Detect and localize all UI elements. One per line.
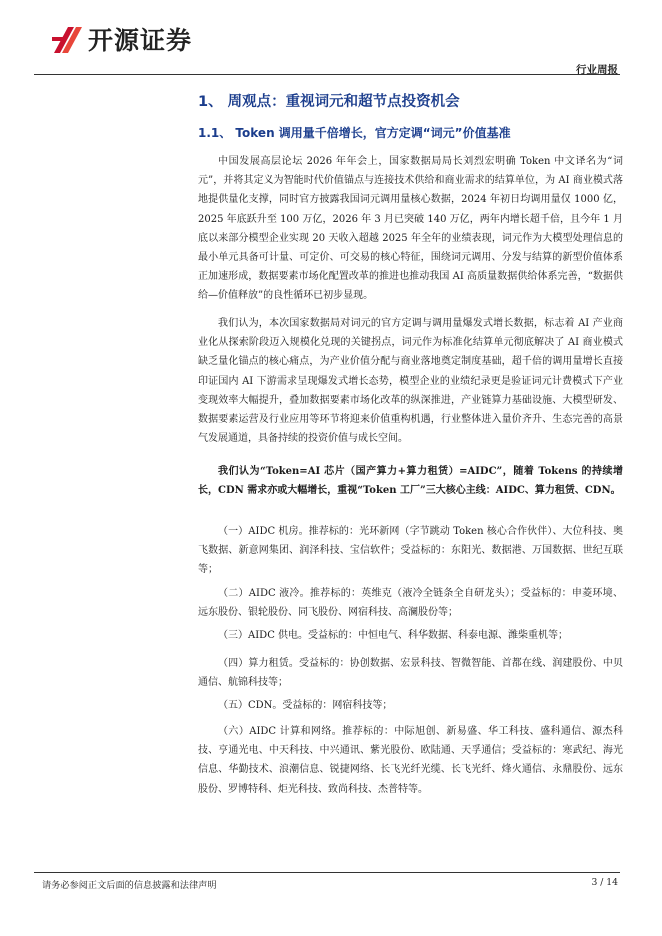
header-divider bbox=[34, 74, 620, 75]
list-item: （二）AIDC 液冷。推荐标的：英维克（液冷全链条全自研龙头）；受益标的：申菱环境、远东股份、银轮股份、同飞股份、网宿科技、高澜股份等； bbox=[198, 588, 623, 619]
brand-logo bbox=[52, 22, 192, 56]
brand-logo-icon bbox=[52, 23, 82, 55]
list-item: （三）AIDC 供电。受益标的：中恒电气、科华数据、科泰电源、潍柴重机等； bbox=[218, 630, 569, 641]
paragraph: 我们认为，本次国家数据局对词元的官方定调与调用量爆发式增长数据，标志着 AI 产业商业化从探索阶段迈入规模化兑现的关键拐点，词元作为标准化结算单元彻底解决了 AI 商业模式缺乏量化锚点的核心痛点，为产业价值分配与商业落地奠定制度基础，超千倍的调用量增长直接印证国内 AI 下游需求呈现爆发式增长态势，模型企业的业绩纪录更是验证词元计费模式下产业变现效率大幅提升，叠加数据要素市场化改革的纵深推进，产业链算力基础设施、大模型研发、数据要素运营及行业应用等环节将迎来价值重构机遇，行业整体进入量价齐升、生态完善的高景气发展通道，具备持续的投资价值与成长空间。 bbox=[198, 318, 623, 445]
key-view-paragraph: 我们认为“Token=AI 芯片（国产算力+算力租赁）=AIDC”，随着 Tokens 的持续增长，CDN 需求亦或大幅增长，重视“Token 工厂”三大核心主线：AIDC、算力租赁、CDN。 bbox=[198, 466, 623, 497]
list-item: （六）AIDC 计算和网络。推荐标的：中际旭创、新易盛、华工科技、盛科通信、源杰科技、亨通光电、中天科技、中兴通讯、紫光股份、欧陆通、天孚通信；受益标的：寒武纪、海光信息、华勤技术、浪潮信息、锐捷网络、长飞光纤光缆、长飞光纤、烽火通信、永鼎股份、远东股份、罗博特科、炬光科技、致尚科技、杰普特等。 bbox=[198, 726, 623, 795]
document-type-label: 行业周报 bbox=[576, 64, 618, 76]
footer-divider bbox=[34, 872, 620, 873]
list-item: （一）AIDC 机房。推荐标的：光环新网（字节跳动 Token 核心合作伙伴）、大位科技、奥飞数据、新意网集团、润泽科技、宝信软件；受益标的：东阳光、数据港、万国数据、世纪互联等； bbox=[198, 526, 623, 576]
page-number: 3 / 14 bbox=[591, 877, 618, 888]
list-item: （四）算力租赁。受益标的：协创数据、宏景科技、智微智能、首都在线、润建股份、中贝通信、航锦科技等； bbox=[198, 658, 623, 689]
paragraph: 中国发展高层论坛 2026 年年会上，国家数据局局长刘烈宏明确 Token 中文译名为“词元”，并将其定义为智能时代价值锚点与连接技术供给和商业需求的结算单位，为 AI 商业模式落地提供量化支撑，同时官方披露我国词元调用量核心数据，2024 年初日均调用量仅 1000 亿，2025 年底跃升至 100 万亿，2026 年 3 月已突破 140 万亿，两年内增长超千倍，且今年 1 月底以来部分模型企业实现 20 天收入超越 2025 年全年的业绩表现，词元作为大模型处理信息的最小单元具备可计量、可定价、可交易的核心特征，围绕词元调用、分发与结算的新型价值体系正加速形成，数据要素市场化配置改革的推进也推动我国 AI 高质量数据供给体系完善，“数据供给—价值释放”的良性循环已初步显现。 bbox=[198, 156, 623, 302]
subsection-heading: 1.1、 Token 调用量千倍增长，官方定调“词元”价值基准 bbox=[198, 126, 511, 140]
list-item: （五）CDN。受益标的：网宿科技等； bbox=[218, 700, 393, 711]
legal-disclaimer: 请务必参阅正文后面的信息披露和法律声明 bbox=[42, 880, 217, 891]
section-heading: 1、 周观点：重视词元和超节点投资机会 bbox=[198, 94, 460, 110]
brand-name: 开源证券 bbox=[88, 26, 193, 55]
